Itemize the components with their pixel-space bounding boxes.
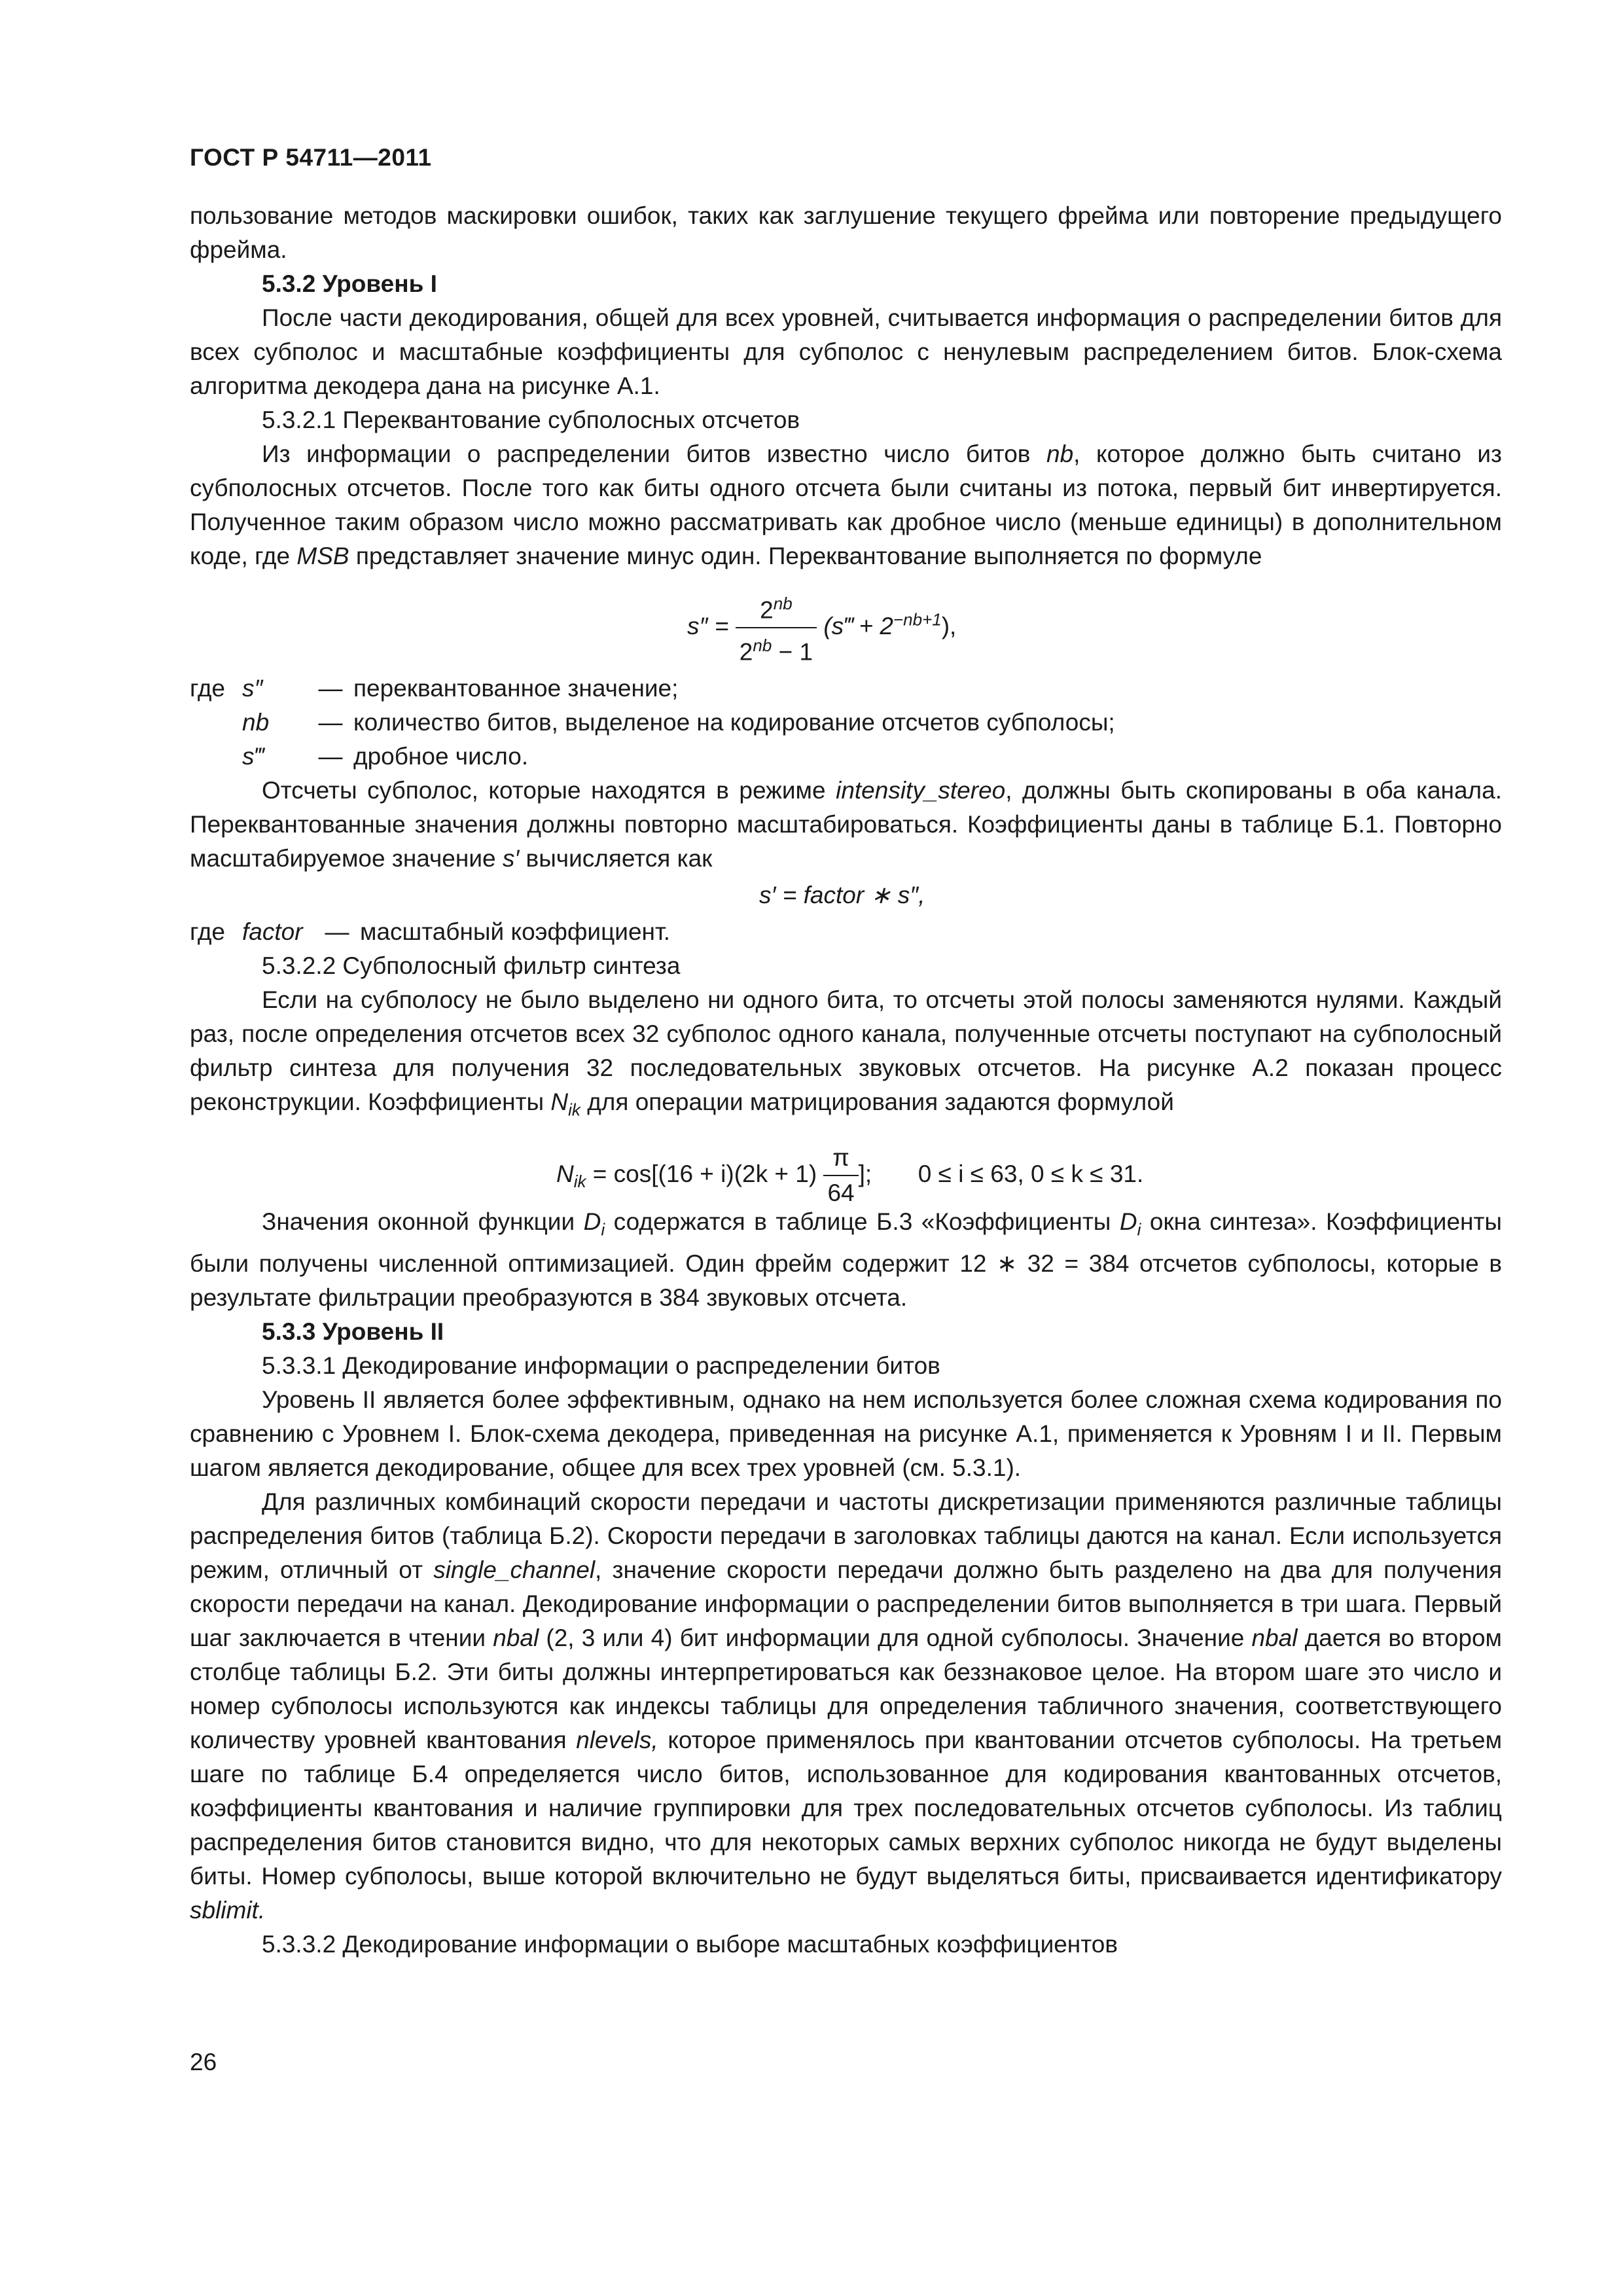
definitions-list (190, 915, 1502, 949)
text: пользование методов маскировки ошибок, таких как заглушение текущего фрейма или повторение предыдущего фрейма. (190, 202, 1502, 263)
rhs-tail: ), (941, 613, 957, 640)
var-n: N (550, 1088, 569, 1115)
text: (2, 3 или 4) бит информации для одной субполосы. Значение (539, 1624, 1252, 1651)
paragraph: После части декодирования, общей для всех уровней, считывается информация о распределении битов для всех субполос и масштабные коэффициенты для субполос с ненулевым распределением битов. Блок-схема алгоритма декодера дана на рисунке А.1. (190, 304, 1502, 399)
text: вычисляется как (519, 845, 713, 872)
definition-symbol: factor (242, 918, 303, 945)
formula-lhs-sub: ik (573, 1172, 586, 1192)
em-dash: — (318, 709, 343, 736)
text: , должны быть скопированы в оба канала. Переквантованные значения должны повторно масштабироваться. Коэффициенты даны в таблице Б.1. Повторно масштабируемое значение (190, 777, 1502, 872)
var-nbal: nbal (493, 1624, 539, 1651)
document-header: ГОСТ Р 54711—2011 (190, 144, 432, 171)
em-dash: — (318, 743, 343, 770)
formula-rhs (823, 609, 957, 640)
text: представляет значение минус один. Переквантование выполняется по формуле (349, 543, 1262, 569)
var-n-sub: ik (568, 1100, 580, 1120)
paragraph: Уровень II является более эффективным, однако на нем используется более сложная схема кодирования по сравнению с Уровнем I. Блок-схема декодера, приведенная на рисунке А.1, применяется к Уровням I и II. Первым шагом является декодирование, общее для всех трех уровней (см. 5.3.1). (190, 1386, 1502, 1481)
formula-lhs: s″ = (687, 613, 729, 640)
formula-tail: ]; (858, 1160, 872, 1188)
var-msb: MSB (296, 543, 349, 569)
definition-symbol: s″ (242, 675, 263, 702)
paragraph (190, 983, 1502, 1126)
formula-fraction (823, 1141, 858, 1210)
text: Для различных комбинаций скорости передачи и частоты дискретизации применяются различные таблицы распределения битов (таблица Б.2). Скорости передачи в заголовках таблицы даются на канал. Если используется режим, отличный от (190, 1488, 1502, 1583)
text: окна синтеза». Коэффициенты были получены численной оптимизацией. Один фрейм содержит 12 ∗ 32 = 384 отсчетов субполосы, которые в результате фильтрации преобразуются в 384 звуковых отсчета. (190, 1208, 1502, 1311)
text: Если на субполосу не было выделено ни одного бита, то отсчеты этой полосы заменяются нулями. Каждый раз, после определения отсчетов всех 32 субполос одного канала, полученные отсчеты поступают на субполосный фильтр синтеза для получения 32 последовательных звуковых отсчетов. На рисунке А.2 показан процесс реконструкции. Коэффициенты (190, 986, 1502, 1115)
formula-rescale (190, 876, 1502, 915)
definition-row (190, 672, 1502, 706)
definitions-list (190, 672, 1502, 774)
var-d-sub: i (1137, 1219, 1141, 1240)
rhs-base: (s‴ + 2 (823, 613, 893, 640)
subsection-heading-5-3-2-2: 5.3.2.2 Субполосный фильтр синтеза (262, 952, 681, 979)
definition-row (190, 706, 1502, 740)
var-single-channel: single_channel (433, 1556, 596, 1583)
formula-requantization (190, 573, 1502, 672)
paragraph (190, 1205, 1502, 1314)
text: Значения оконной функции (262, 1208, 584, 1236)
definition-text: количество битов, выделеное на кодирование отсчетов субполосы; (353, 709, 1115, 736)
where-label: где (190, 918, 226, 945)
var-sblimit: sblimit. (190, 1896, 266, 1924)
text: Отсчеты субполос, которые находятся в режиме (262, 777, 836, 804)
paragraph (190, 774, 1502, 876)
em-dash: — (318, 675, 343, 702)
document-page (190, 144, 1502, 1962)
text: содержатся в таблице Б.3 «Коэффициенты (605, 1208, 1120, 1236)
var-d-sub: i (601, 1219, 605, 1240)
definition-text: переквантованное значение; (353, 675, 679, 702)
num-exp: nb (773, 594, 793, 613)
fraction-denominator (736, 628, 817, 669)
den-base: 2 (739, 638, 753, 666)
den-exp: nb (753, 636, 772, 656)
page-number: 26 (190, 2049, 217, 2075)
subsection-heading-5-3-3-1: 5.3.3.1 Декодирование информации о распределении битов (262, 1352, 940, 1379)
num-base: 2 (760, 596, 774, 624)
formula-fraction (736, 586, 817, 670)
subsection-heading-5-3-3-2: 5.3.3.2 Декодирование информации о выборе масштабных коэффициентов (262, 1930, 1118, 1958)
paragraph (190, 1485, 1502, 1928)
formula-condition: 0 ≤ i ≤ 63, 0 ≤ k ≤ 31. (918, 1160, 1144, 1188)
text: дается во втором столбце таблицы Б.2. Эти биты должны интерпретироваться как беззнаковое целое. На втором шаге это число и номер субполосы используются как индексы таблицы для определения табличного значения, соответствующего количеству уровней квантования (190, 1624, 1502, 1753)
definition-symbol: nb (242, 709, 270, 736)
paragraph (190, 437, 1502, 573)
em-dash: — (325, 918, 349, 945)
text: , значение скорости передачи должно быть разделено на два для получения скорости передачи на канал. Декодирование информации о распределении битов выполняется в три шага. Первый шаг заключается в чтении (190, 1556, 1502, 1651)
text: Из информации о распределении битов известно число битов (262, 440, 1047, 467)
var-intensity-stereo: intensity_stereo (836, 777, 1006, 804)
text: для операции матрицирования задаются формулой (580, 1088, 1174, 1115)
var-nbal: nbal (1251, 1624, 1298, 1651)
fraction-numerator: π (823, 1141, 858, 1176)
definition-row (190, 740, 1502, 774)
definition-symbol: s‴ (242, 743, 263, 770)
text: которое применялось при квантовании отсчетов субполосы. На третьем шаге по таблице Б.4 определяется число битов, использованное для кодирования квантованных отсчетов, коэффициенты квантования и наличие группировки для трех последовательных отсчетов субполосы. Из таблиц распределения битов становится видно, что для некоторых самых верхних субполос никогда не будут выделены биты. Номер субполосы, выше которой включительно не будут выделяться биты, присваивается идентификатору (190, 1726, 1503, 1890)
formula-matrixing (190, 1126, 1502, 1205)
definition-row (190, 915, 1502, 949)
var-s-prime: s′ (502, 845, 520, 872)
var-nlevels: nlevels, (576, 1726, 658, 1753)
var-d: D (583, 1208, 601, 1236)
formula-body: = cos[(16 + i)(2k + 1) (586, 1160, 817, 1188)
text: , которое должно быть считано из субполосных отсчетов. После того как биты одного отсчета были считаны из потока, первый бит инвертируется. Полученное таким образом число можно рассматривать как дробное число (меньше единицы) в дополнительном коде, где (190, 440, 1502, 569)
var-d: D (1119, 1208, 1137, 1236)
formula-lhs: N (556, 1160, 574, 1188)
subsection-heading-5-3-2-1: 5.3.2.1 Переквантование субполосных отсчетов (262, 406, 800, 433)
var-nb: nb (1046, 440, 1074, 467)
section-heading-5-3-3: 5.3.3 Уровень II (262, 1318, 444, 1345)
where-label: где (190, 675, 226, 702)
definition-text: масштабный коэффициент. (360, 918, 671, 945)
formula-rescale-text: s′ = factor ∗ s″, (759, 882, 925, 908)
fraction-numerator (736, 586, 817, 628)
paragraph-continuation (190, 199, 1502, 267)
section-heading-5-3-2: 5.3.2 Уровень I (262, 270, 437, 297)
fraction-denominator: 64 (827, 1179, 855, 1207)
definition-text: дробное число. (353, 743, 529, 770)
den-tail: − 1 (772, 638, 813, 666)
rhs-exp: −nb+1 (893, 609, 942, 630)
